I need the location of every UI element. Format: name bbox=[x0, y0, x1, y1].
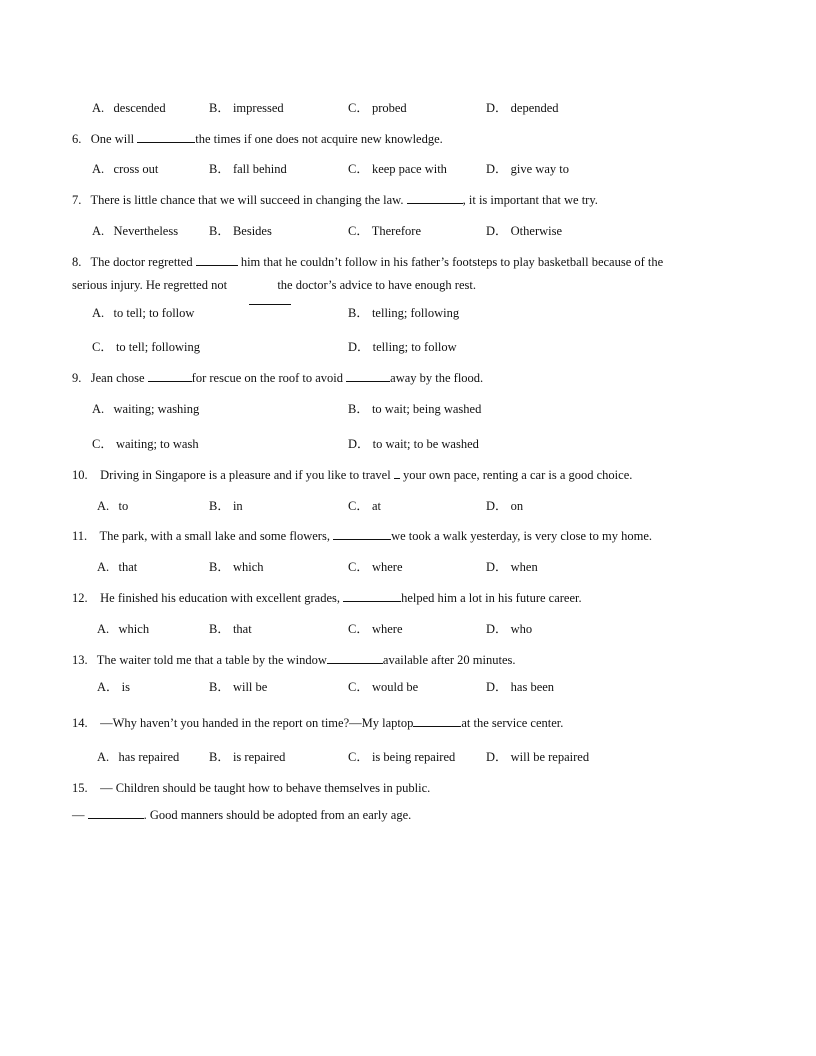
q14-option-c[interactable]: C． is being repaired bbox=[348, 750, 456, 764]
q5-option-d[interactable]: D． depended bbox=[486, 101, 559, 115]
q8-option-d[interactable]: D． telling; to follow bbox=[348, 340, 457, 354]
q12-option-c[interactable]: C． where bbox=[348, 622, 403, 636]
question-number: 13. bbox=[72, 653, 88, 667]
q12-option-b[interactable]: B． that bbox=[209, 622, 252, 636]
q6-option-d[interactable]: D． give way to bbox=[486, 162, 569, 176]
q13-option-c[interactable]: C． would be bbox=[348, 680, 419, 694]
question-number: 11. bbox=[72, 529, 88, 543]
q8-option-b[interactable]: B． telling; following bbox=[348, 306, 460, 320]
q6-option-a[interactable]: A. cross out bbox=[92, 162, 159, 176]
question-number: 14. bbox=[72, 716, 88, 730]
answer-blank bbox=[88, 807, 144, 819]
answer-blank bbox=[346, 370, 390, 382]
q10-option-c[interactable]: C． at bbox=[348, 499, 381, 513]
question-number: 8. bbox=[72, 255, 82, 269]
q12-option-a[interactable]: A. which bbox=[97, 622, 150, 636]
q11-option-a[interactable]: A. that bbox=[97, 560, 138, 574]
q15-stem-line1: 15. — Children should be taught how to behave themselves in public. bbox=[72, 781, 431, 795]
q11-option-b[interactable]: B． which bbox=[209, 560, 264, 574]
q9-option-d[interactable]: D． to wait; to be washed bbox=[348, 437, 479, 451]
q6-stem: 6. One will the times if one does not acquire new knowledge. bbox=[72, 132, 443, 146]
question-number: 7. bbox=[72, 193, 82, 207]
question-number: 10. bbox=[72, 468, 88, 482]
q13-stem: 13. The waiter told me that a table by the window available after 20 minutes. bbox=[72, 653, 516, 667]
q10-option-d[interactable]: D． on bbox=[486, 499, 524, 513]
answer-blank bbox=[413, 715, 461, 727]
answer-blank bbox=[333, 528, 391, 540]
question-number: 12. bbox=[72, 591, 88, 605]
q14-option-d[interactable]: D． will be repaired bbox=[486, 750, 590, 764]
q7-option-a[interactable]: A. Nevertheless bbox=[92, 224, 179, 238]
q15-stem-line2: — . Good manners should be adopted from an early age. bbox=[72, 808, 412, 822]
answer-blank bbox=[394, 467, 400, 479]
q8-option-c[interactable]: C． to tell; following bbox=[92, 340, 200, 354]
q8-stem-line1: 8. The doctor regretted him that he couldn’t follow in his father’s footsteps to play basketball because of the bbox=[72, 255, 664, 269]
q12-stem: 12. He finished his education with excellent grades, helped him a lot in his future career. bbox=[72, 591, 582, 605]
q13-option-b[interactable]: B． will be bbox=[209, 680, 268, 694]
question-number: 6. bbox=[72, 132, 82, 146]
answer-blank bbox=[196, 254, 238, 266]
q9-option-a[interactable]: A. waiting; washing bbox=[92, 402, 200, 416]
q9-option-b[interactable]: B． to wait; being washed bbox=[348, 402, 482, 416]
q8-option-a[interactable]: A. to tell; to follow bbox=[92, 306, 195, 320]
question-number: 15. bbox=[72, 781, 88, 795]
q14-stem: 14. —Why haven’t you handed in the report on time?—My laptop at the service center. bbox=[72, 716, 564, 730]
q7-option-c[interactable]: C． Therefore bbox=[348, 224, 422, 238]
answer-blank bbox=[249, 304, 291, 305]
q6-option-c[interactable]: C． keep pace with bbox=[348, 162, 447, 176]
answer-blank bbox=[148, 370, 192, 382]
q13-option-d[interactable]: D． has been bbox=[486, 680, 555, 694]
q10-stem: 10. Driving in Singapore is a pleasure and if you like to travel your own pace, renting a car is a good choice. bbox=[72, 468, 633, 482]
q5-option-b[interactable]: B． impressed bbox=[209, 101, 284, 115]
q10-option-b[interactable]: B． in bbox=[209, 499, 243, 513]
q6-option-b[interactable]: B． fall behind bbox=[209, 162, 287, 176]
q5-option-c[interactable]: C． probed bbox=[348, 101, 407, 115]
q11-stem: 11. The park, with a small lake and some flowers, we took a walk yesterday, is very close to my home. bbox=[72, 529, 653, 543]
q12-option-d[interactable]: D． who bbox=[486, 622, 533, 636]
q11-option-d[interactable]: D． when bbox=[486, 560, 538, 574]
answer-blank bbox=[343, 590, 401, 602]
q8-stem-line2: serious injury. He regretted not the doctor’s advice to have enough rest. bbox=[72, 278, 476, 292]
q11-option-c[interactable]: C． where bbox=[348, 560, 403, 574]
answer-blank bbox=[407, 192, 463, 204]
q7-option-b[interactable]: B． Besides bbox=[209, 224, 272, 238]
q7-stem: 7. There is little chance that we will succeed in changing the law. , it is important that we try. bbox=[72, 193, 598, 207]
q10-option-a[interactable]: A. to bbox=[97, 499, 129, 513]
q14-option-a[interactable]: A. has repaired bbox=[97, 750, 180, 764]
q9-option-c[interactable]: C． waiting; to wash bbox=[92, 437, 199, 451]
q7-option-d[interactable]: D． Otherwise bbox=[486, 224, 563, 238]
answer-blank bbox=[137, 131, 195, 143]
q14-option-b[interactable]: B． is repaired bbox=[209, 750, 286, 764]
question-number: 9. bbox=[72, 371, 82, 385]
answer-blank bbox=[327, 652, 383, 664]
q5-option-a[interactable]: A. descended bbox=[92, 101, 166, 115]
q9-stem: 9. Jean chose for rescue on the roof to avoid away by the flood. bbox=[72, 371, 484, 385]
q13-option-a[interactable]: A． is bbox=[97, 680, 130, 694]
